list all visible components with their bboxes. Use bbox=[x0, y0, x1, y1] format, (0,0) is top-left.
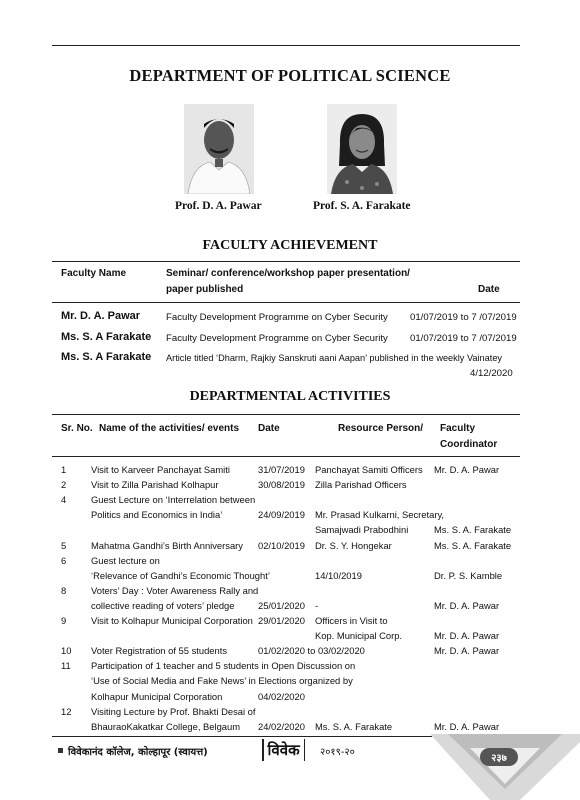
activity-coordinator: Mr. D. A. Pawar bbox=[434, 630, 500, 642]
faculty-achievement-heading: FACULTY ACHIEVEMENT bbox=[202, 238, 378, 253]
achievement-row-name: Mr. D. A. Pawar bbox=[61, 310, 141, 322]
activity-name: Mahatma Gandhi’s Birth Anniversary bbox=[91, 539, 243, 551]
departmental-activities-heading: DEPARTMENTAL ACTIVITIES bbox=[189, 389, 391, 404]
activities-header-resource: Resource Person/ bbox=[338, 423, 424, 434]
achievement-header-date: Date bbox=[478, 284, 500, 295]
achievement-row-text: Faculty Development Programme on Cyber Security bbox=[166, 312, 388, 323]
activity-date: 31/07/2019 bbox=[258, 464, 305, 475]
faculty-photo-pawar bbox=[184, 104, 254, 194]
footer-bullet bbox=[58, 748, 63, 753]
activity-name: Politics and Economics in India’ bbox=[91, 509, 223, 521]
activity-date: 04/02/2020 bbox=[258, 690, 305, 702]
table-row bbox=[0, 494, 580, 509]
activity-date: 29/01/2020 bbox=[258, 615, 305, 626]
footer-year: २०१९-२० bbox=[320, 747, 355, 758]
activity-sr: 9 bbox=[61, 615, 67, 626]
top-rule bbox=[52, 45, 520, 46]
achievement-row-date: 01/07/2019 to 7 /07/2019 bbox=[410, 333, 517, 344]
table-row bbox=[0, 630, 580, 645]
achievement-row-name: Ms. S. A Farakate bbox=[61, 351, 152, 363]
table-row bbox=[0, 691, 580, 706]
achievement-header-rule bbox=[52, 302, 520, 303]
activity-sr: 1 bbox=[61, 464, 67, 475]
activity-coordinator: Mr. D. A. Pawar bbox=[434, 720, 500, 732]
activity-resource: Officers in Visit to bbox=[315, 615, 388, 626]
footer-magazine-title: विवेक bbox=[267, 741, 300, 759]
activities-header-coordinator-1: Faculty bbox=[440, 423, 476, 434]
table-row bbox=[0, 706, 580, 721]
faculty-caption-farakate: Prof. S. A. Farakate bbox=[313, 200, 411, 212]
footer-rule bbox=[52, 736, 432, 737]
activity-resource: Mr. Prasad Kulkarni, Secretary, bbox=[315, 509, 445, 521]
activity-sr: 12 bbox=[61, 705, 72, 717]
faculty-caption-pawar: Prof. D. A. Pawar bbox=[175, 200, 262, 212]
achievement-row-text: Article titled ‘Dharm, Rajkiy Sanskruti aani Aapan’ published in the weekly Vainatey bbox=[166, 353, 503, 363]
activity-name: Participation of 1 teacher and 5 students in Open Discussion on bbox=[91, 660, 356, 672]
footer-magazine-logo bbox=[262, 737, 305, 763]
table-row bbox=[0, 645, 580, 660]
page-number: २३७ bbox=[491, 753, 507, 764]
footer-college-name: विवेकानंद कॉलेज, कोल्हापूर (स्वायत्त) bbox=[68, 747, 208, 758]
activity-resource: Samajwadi Prabodhini bbox=[315, 524, 409, 536]
achievement-row-name: Ms. S. A Farakate bbox=[61, 331, 152, 343]
activities-header-activity: Name of the activities/ events bbox=[99, 423, 240, 434]
activity-sr: 8 bbox=[61, 584, 67, 596]
activity-name: Guest lecture on bbox=[91, 554, 160, 566]
activity-date: 24/09/2019 bbox=[258, 509, 305, 521]
table-row bbox=[0, 540, 580, 555]
activities-top-rule bbox=[52, 414, 520, 415]
activity-sr: 6 bbox=[61, 554, 67, 566]
activity-date: 30/08/2019 bbox=[258, 479, 305, 491]
achievement-row-date: 01/07/2019 to 7 /07/2019 bbox=[410, 312, 517, 323]
activity-coordinator: Ms. S. A. Farakate bbox=[434, 539, 512, 551]
achievement-header-name: Faculty Name bbox=[61, 268, 127, 279]
activity-resource: Kop. Municipal Corp. bbox=[315, 630, 403, 642]
activity-sr: 2 bbox=[61, 479, 67, 491]
activity-name: Visit to Zilla Parishad Kolhapur bbox=[91, 479, 219, 491]
activity-coordinator: Mr. D. A. Pawar bbox=[434, 464, 500, 475]
activity-resource: - bbox=[315, 599, 319, 611]
activity-name: ‘Use of Social Media and Fake News’ in Elections organized by bbox=[91, 675, 353, 687]
activity-name: BhauraoKakatkar College, Belgaum bbox=[91, 720, 241, 732]
activity-coordinator: Mr. D. A. Pawar bbox=[434, 645, 500, 657]
table-row bbox=[0, 479, 580, 494]
table-row bbox=[0, 524, 580, 539]
activities-header-coordinator-2: Coordinator bbox=[440, 439, 498, 450]
activities-header-rule bbox=[52, 456, 520, 457]
achievement-row-text: Faculty Development Programme on Cyber Security bbox=[166, 333, 388, 344]
activity-name: Voter Registration of 55 students bbox=[91, 645, 228, 657]
activity-coordinator: Ms. S. A. Farakate bbox=[434, 524, 512, 536]
achievement-header-seminar-2: paper published bbox=[166, 284, 244, 295]
activity-date: 02/10/2019 bbox=[258, 539, 305, 551]
activity-resource: 14/10/2019 bbox=[315, 569, 362, 581]
table-row bbox=[0, 570, 580, 585]
activity-name: Voters’ Day : Voter Awareness Rally and bbox=[91, 584, 259, 596]
achievement-header-seminar-1: Seminar/ conference/workshop paper presentation/ bbox=[166, 268, 410, 279]
activity-name: Visit to Kolhapur Municipal Corporation bbox=[91, 615, 253, 626]
activity-date: 24/02/2020 bbox=[258, 720, 305, 732]
table-row bbox=[0, 615, 580, 630]
table-row bbox=[0, 464, 580, 479]
activity-resource: Dr. S. Y. Hongekar bbox=[315, 539, 392, 551]
activities-header-sr: Sr. No. bbox=[61, 423, 93, 434]
table-row bbox=[0, 509, 580, 524]
footer-corner-decoration bbox=[430, 734, 580, 800]
table-row bbox=[0, 555, 580, 570]
activities-header-date: Date bbox=[258, 423, 280, 434]
activity-sr: 10 bbox=[61, 645, 72, 657]
activity-resource: Panchayat Samiti Officers bbox=[315, 464, 423, 475]
activity-name: Kolhapur Municipal Corporation bbox=[91, 690, 223, 702]
activity-coordinator: Dr. P. S. Kamble bbox=[434, 569, 503, 581]
activity-name: Visiting Lecture by Prof. Bhakti Desai of bbox=[91, 705, 256, 717]
activity-date: 01/02/2020 to 03/02/2020 bbox=[258, 645, 365, 657]
achievement-row-date: 4/12/2020 bbox=[470, 368, 513, 379]
table-row bbox=[0, 585, 580, 600]
activity-resource: Zilla Parishad Officers bbox=[315, 479, 407, 491]
table-row bbox=[0, 660, 580, 675]
activity-name: Visit to Karveer Panchayat Samiti bbox=[91, 464, 230, 475]
activity-name: collective reading of voters’ pledge bbox=[91, 599, 235, 611]
activity-sr: 11 bbox=[61, 660, 71, 672]
activity-sr: 4 bbox=[61, 494, 67, 506]
achievement-top-rule bbox=[52, 261, 520, 262]
activity-resource: Ms. S. A. Farakate bbox=[315, 720, 393, 732]
activity-coordinator: Mr. D. A. Pawar bbox=[434, 599, 500, 611]
table-row bbox=[0, 600, 580, 615]
activity-name: ‘Relevance of Gandhi’s Economic Thought’ bbox=[91, 569, 270, 581]
activity-name: Guest Lecture on ‘Interrelation between bbox=[91, 494, 256, 506]
page-title: DEPARTMENT OF POLITICAL SCIENCE bbox=[129, 66, 451, 85]
page-number-badge bbox=[480, 748, 518, 766]
faculty-photo-farakate bbox=[327, 104, 397, 194]
table-row bbox=[0, 675, 580, 690]
activity-date: 25/01/2020 bbox=[258, 599, 305, 611]
activity-sr: 5 bbox=[61, 539, 67, 551]
